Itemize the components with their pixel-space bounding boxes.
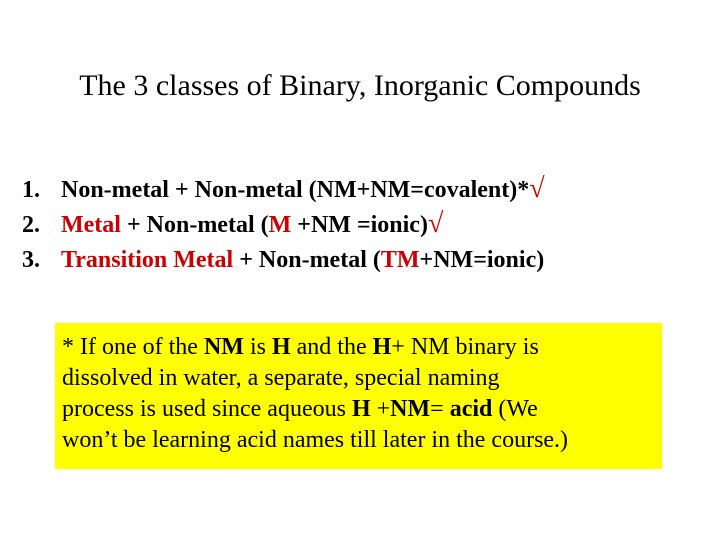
note-text: = — [430, 396, 450, 422]
metal-abbrev: M — [268, 212, 292, 238]
transition-metal-label: Transition Metal — [61, 247, 234, 273]
acid-footnote-box — [55, 323, 662, 469]
list-item-text: +NM =ionic) — [291, 212, 428, 238]
note-text: process is used since aqueous — [62, 396, 352, 422]
list-number: 2. — [22, 212, 40, 238]
list-number: 1. — [22, 177, 40, 203]
list-item-1 — [22, 173, 545, 208]
list-item-3 — [22, 243, 545, 278]
list-item-2 — [22, 208, 545, 243]
metal-label: Metal — [61, 212, 121, 238]
page-title: The 3 classes of Binary, Inorganic Compounds — [79, 69, 641, 102]
list-item-text: + Non-metal ( — [120, 212, 269, 238]
note-bold: NM — [390, 396, 431, 422]
list-number: 3. — [22, 247, 40, 273]
transition-metal-abbrev: TM — [380, 247, 420, 273]
check-mark-icon: √ — [529, 173, 545, 204]
list-item-text: + Non-metal ( — [233, 247, 381, 273]
note-bold: NM — [203, 334, 244, 360]
note-text: + NM binary is — [391, 334, 539, 360]
note-line-1 — [62, 332, 662, 363]
list-item-text: Non-metal + Non-metal (NM+NM=covalent)* — [61, 177, 530, 203]
note-text: (We — [492, 396, 538, 422]
note-text: + — [370, 396, 391, 422]
note-bold: H — [271, 334, 291, 360]
note-line-4: won’t be learning acid names till later in the course.) — [62, 427, 569, 453]
list-item-text: +NM=ionic) — [419, 247, 545, 273]
note-line-2: dissolved in water, a separate, special naming — [62, 365, 500, 391]
check-mark-icon: √ — [427, 208, 444, 239]
note-line-3 — [62, 394, 662, 425]
note-text: is — [243, 334, 272, 360]
note-text: * If one of the — [62, 334, 204, 360]
note-bold: acid — [449, 396, 493, 422]
note-bold: H — [351, 396, 371, 422]
compound-class-list — [22, 173, 545, 278]
note-text: and the — [290, 334, 373, 360]
note-bold: H — [372, 334, 392, 360]
